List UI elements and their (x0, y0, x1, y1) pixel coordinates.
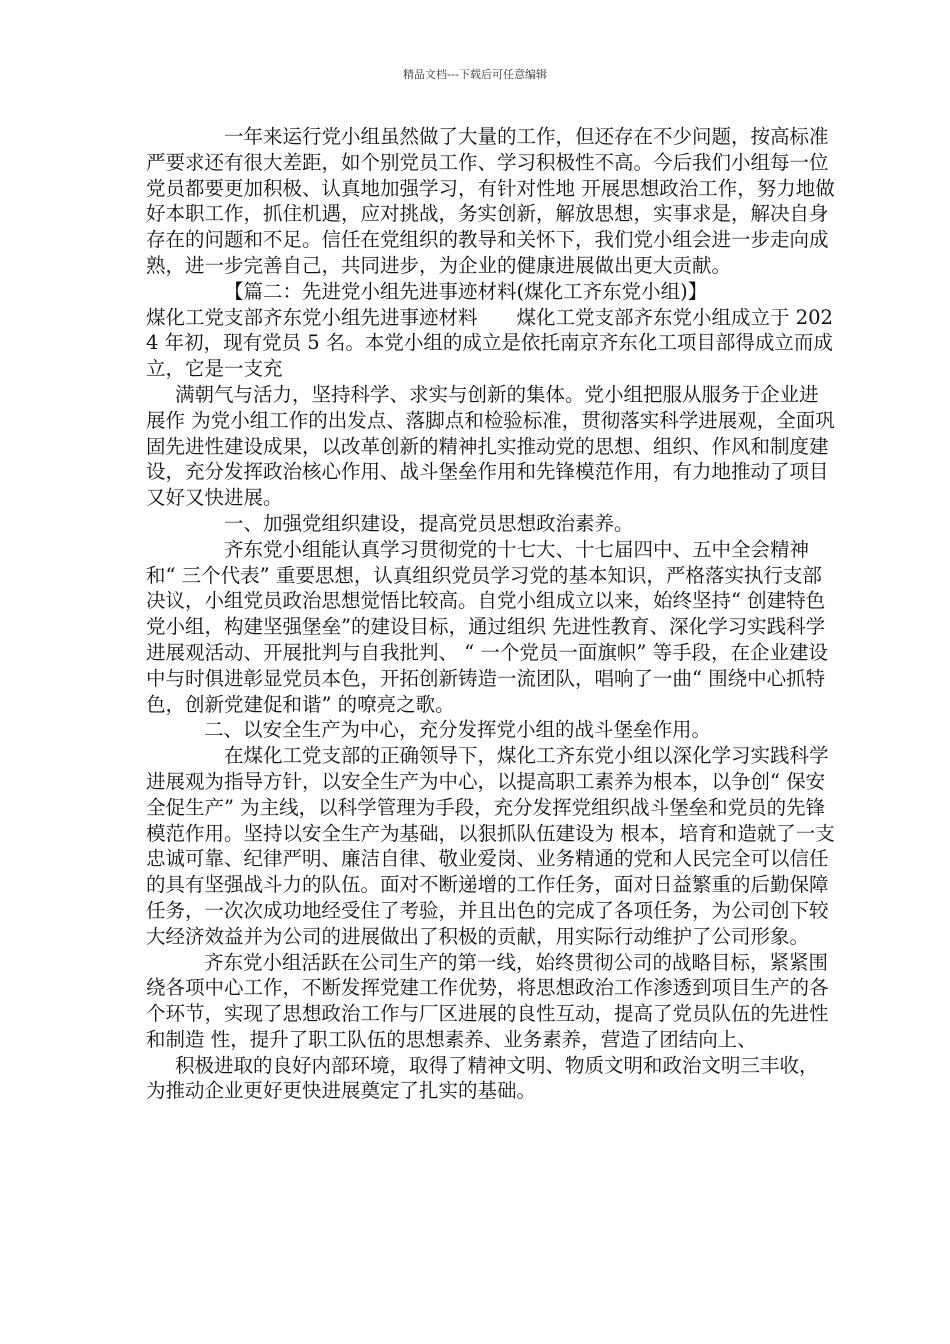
section-title: 【篇二：先进党小组先进事迹材料(煤化工齐东党小组)】 (224, 279, 708, 303)
paragraph-summary: 一年来运行党小组虽然做了大量的工作，但还存在不少问题，按高标准严要求还有很大差距，如个别党员工作、学习积极性不高。今后我们小组每一位党员都要更加积极、认真地加强学习，有针对性地 开展思想政治工作，努力地做好本职工作，抓住机遇，应对挑战，务实创新，解放思想，实事求是，解决自身存在的问题和不足。信任在党组织的教导和关怀下，我们党小组会进一步走向成熟，进一步完善自己，共同进步，为企业的健康进展做出更大贡献。 (146, 125, 835, 277)
paragraph-three: 齐东党小组活跃在公司生产的第一线，始终贯彻公司的战略目标，紧紧围绕各项中心工作，不断发挥党建工作优势，将思想政治工作渗透到项目生产的各个环节，实现了思想政治工作与厂区进展的良性互动，提高了党员队伍的先进性和制造 性，提升了职工队伍的思想素养、业务素养，营造了团结向上、 (146, 950, 829, 1051)
heading-two: 二、以安全生产为中心，充分发挥党小组的战斗堡垒作用。 (204, 718, 712, 742)
paragraph-intro-continued: 满朝气与活力，坚持科学、求实与创新的集体。党小组把服从服务于企业进展作 为党小组工作的出发点、落脚点和检验标准，贯彻落实科学进展观，全面巩固先进性建设成果，以改革创新的精神扎实推动党的思想、组织、作风和制度建设，充分发挥政治核心作用、战斗堡垒作用和先锋模范作用，有力地推动了项目又好又快进展。 (146, 382, 835, 510)
paragraph-three-continued: 积极进取的良好内部环境，取得了精神文明、物质文明和政治文明三丰收，为推动企业更好更快进展奠定了扎实的基础。 (146, 1053, 819, 1103)
paragraph-intro: 煤化工党支部齐东党小组先进事迹材料 煤化工党支部齐东党小组成立于 2024 年初，现有党员 5 名。本党小组的成立是依托南京齐东化工项目部得成立而成立，它是一支充 (146, 305, 833, 381)
paragraph-two: 在煤化工党支部的正确领导下，煤化工齐东党小组以深化学习实践科学进展观为指导方针，以安全生产为中心，以提高职工素养为根本，以争创“ 保安全促生产” 为主线，以科学管理为手段，充分发挥党组织战斗堡垒和党员的先锋模范作用。坚持以安全生产为基础，以狠抓队伍建设为 根本，培育和造就了一支忠诚可靠、纪律严明、廉洁自律、敬业爱岗、业务精通的党和人民完全可以信任的具有坚强战斗力的队伍。面对不断递增的工作任务，面对日益繁重的后勤保障任务，一次次成功地经受住了考验，并且出色的完成了各项任务，为公司创下较大经济效益并为公司的进展做出了积极的贡献，用实际行动维护了公司形象。 (146, 744, 835, 948)
paragraph-one: 齐东党小组能认真学习贯彻党的十七大、十七届四中、五中全会精神和“ 三个代表” 重要思想，认真组织党员学习党的基本知识，严格落实执行支部决议，小组党员政治思想觉悟比较高。自党小组成立以来，始终坚持“ 创建特色党小组，构建坚强堡垒”的建设目标，通过组织 先进性教育、深化学习实践科学进展观活动、开展批判与自我批判、 “ 一个党员一面旗帜” 等手段，在企业建设中与时俱进彰显党员本色，开拓创新铸造一流团队，唱响了一曲“ 围绕中心抓特色，创新党建促和谐” 的嘹亮之歌。 (146, 537, 829, 716)
document-body (146, 124, 836, 1104)
page-header: 精品文档---下载后可任意编辑 (403, 68, 547, 81)
heading-one: 一、加强党组织建设，提高党员思想政治素养。 (224, 511, 634, 535)
